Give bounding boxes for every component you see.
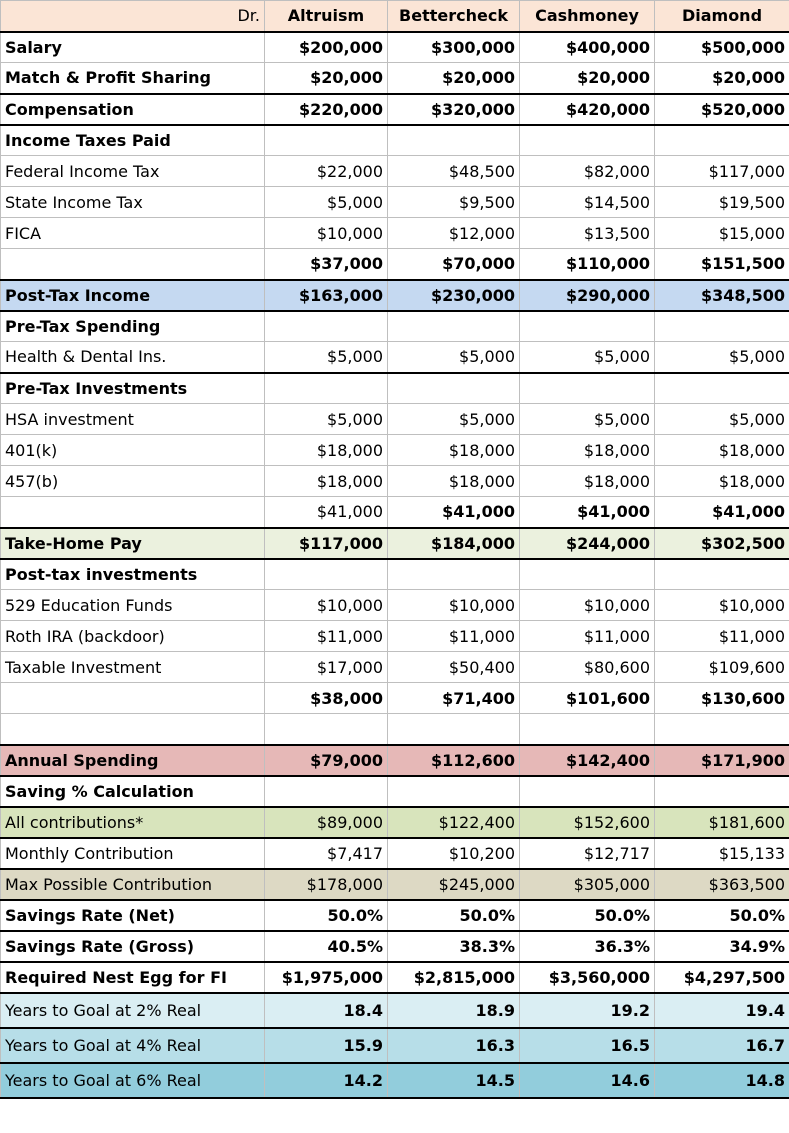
cell[interactable]: $11,000 <box>655 621 789 652</box>
row-label[interactable] <box>1 683 265 714</box>
row-pretax-spending-heading <box>1 311 789 342</box>
row-label[interactable]: Taxable Investment <box>1 652 265 683</box>
cell[interactable]: $79,000 <box>265 745 388 776</box>
cell[interactable]: $5,000 <box>265 342 388 373</box>
header-cashmoney[interactable]: Cashmoney <box>520 1 655 32</box>
cell[interactable] <box>265 559 388 590</box>
cell[interactable]: 14.2 <box>265 1063 388 1098</box>
cell[interactable] <box>655 559 789 590</box>
cell[interactable]: $18,000 <box>520 466 655 497</box>
cell[interactable] <box>520 125 655 156</box>
cell[interactable]: $348,500 <box>655 280 789 311</box>
cell[interactable]: $18,000 <box>520 435 655 466</box>
cell[interactable]: $305,000 <box>520 869 655 900</box>
cell[interactable]: $14,500 <box>520 187 655 218</box>
cell[interactable]: $18,000 <box>655 435 789 466</box>
cell[interactable] <box>388 373 520 404</box>
row-years-2pct <box>1 993 789 1028</box>
row-post-tax-income <box>1 280 789 311</box>
cell[interactable]: $20,000 <box>655 63 789 94</box>
cell[interactable]: $2,815,000 <box>388 962 520 993</box>
cell[interactable]: $184,000 <box>388 528 520 559</box>
cell[interactable]: $178,000 <box>265 869 388 900</box>
cell[interactable]: $320,000 <box>388 94 520 125</box>
row-label[interactable]: Savings Rate (Gross) <box>1 931 265 962</box>
cell[interactable] <box>520 311 655 342</box>
row-take-home <box>1 528 789 559</box>
cell[interactable]: $11,000 <box>388 621 520 652</box>
cell[interactable]: $13,500 <box>520 218 655 249</box>
cell[interactable]: $400,000 <box>520 32 655 63</box>
row-posttax-total <box>1 683 789 714</box>
row-label[interactable]: Monthly Contribution <box>1 838 265 869</box>
cell[interactable]: $163,000 <box>265 280 388 311</box>
cell[interactable]: 50.0% <box>520 900 655 931</box>
cell[interactable]: $15,133 <box>655 838 789 869</box>
header-diamond[interactable]: Diamond <box>655 1 789 32</box>
cell[interactable] <box>520 559 655 590</box>
row-label[interactable]: Max Possible Contribution <box>1 869 265 900</box>
cell[interactable]: $122,400 <box>388 807 520 838</box>
row-label[interactable]: All contributions* <box>1 807 265 838</box>
cell[interactable]: $151,500 <box>655 249 789 280</box>
row-label[interactable]: Years to Goal at 6% Real <box>1 1063 265 1098</box>
cell[interactable]: $101,600 <box>520 683 655 714</box>
row-salary <box>1 32 789 63</box>
row-monthly <box>1 838 789 869</box>
cell[interactable] <box>655 776 789 807</box>
cell[interactable]: $5,000 <box>265 404 388 435</box>
cell[interactable] <box>655 125 789 156</box>
cell[interactable]: $89,000 <box>265 807 388 838</box>
cell[interactable]: $12,000 <box>388 218 520 249</box>
row-income-taxes-heading <box>1 125 789 156</box>
cell[interactable]: 18.9 <box>388 993 520 1028</box>
row-tax-total <box>1 249 789 280</box>
row-hsa <box>1 404 789 435</box>
cell[interactable]: 15.9 <box>265 1028 388 1063</box>
cell[interactable] <box>520 373 655 404</box>
cell[interactable]: 40.5% <box>265 931 388 962</box>
row-label[interactable]: Years to Goal at 4% Real <box>1 1028 265 1063</box>
cell[interactable]: $17,000 <box>265 652 388 683</box>
row-savings-rate-net <box>1 900 789 931</box>
cell[interactable]: $112,600 <box>388 745 520 776</box>
cell[interactable] <box>265 125 388 156</box>
cell[interactable]: $41,000 <box>388 497 520 528</box>
row-pretax-total <box>1 497 789 528</box>
cell[interactable]: 14.5 <box>388 1063 520 1098</box>
cell[interactable]: $171,900 <box>655 745 789 776</box>
cell[interactable]: $11,000 <box>265 621 388 652</box>
cell[interactable] <box>265 373 388 404</box>
cell[interactable]: 19.2 <box>520 993 655 1028</box>
cell[interactable]: $520,000 <box>655 94 789 125</box>
cell[interactable]: 50.0% <box>388 900 520 931</box>
row-label[interactable]: Annual Spending <box>1 745 265 776</box>
cell[interactable] <box>265 311 388 342</box>
cell[interactable]: $41,000 <box>520 497 655 528</box>
cell[interactable]: $41,000 <box>265 497 388 528</box>
cell[interactable]: $5,000 <box>265 187 388 218</box>
row-label[interactable]: HSA investment <box>1 404 265 435</box>
cell[interactable]: $20,000 <box>520 63 655 94</box>
row-label[interactable] <box>1 497 265 528</box>
cell[interactable]: $302,500 <box>655 528 789 559</box>
cell[interactable] <box>265 776 388 807</box>
cell[interactable]: $1,975,000 <box>265 962 388 993</box>
cell[interactable]: 14.6 <box>520 1063 655 1098</box>
cell[interactable]: $5,000 <box>520 404 655 435</box>
cell[interactable]: $18,000 <box>655 466 789 497</box>
cell[interactable]: $18,000 <box>388 435 520 466</box>
cell[interactable]: $10,000 <box>520 590 655 621</box>
row-saving-calc-heading <box>1 776 789 807</box>
row-all-contributions <box>1 807 789 838</box>
cell[interactable]: $5,000 <box>388 404 520 435</box>
row-label[interactable]: Salary <box>1 32 265 63</box>
cell[interactable]: $37,000 <box>265 249 388 280</box>
cell[interactable]: $38,000 <box>265 683 388 714</box>
row-match <box>1 63 789 94</box>
cell[interactable]: $10,200 <box>388 838 520 869</box>
row-401k <box>1 435 789 466</box>
row-label[interactable]: Federal Income Tax <box>1 156 265 187</box>
header-corner[interactable]: Dr. <box>1 1 265 32</box>
cell[interactable] <box>388 559 520 590</box>
row-label[interactable] <box>1 249 265 280</box>
cell[interactable]: $10,000 <box>265 218 388 249</box>
cell[interactable]: $50,400 <box>388 652 520 683</box>
row-savings-rate-gross <box>1 931 789 962</box>
cell[interactable] <box>388 776 520 807</box>
cell[interactable]: $152,600 <box>520 807 655 838</box>
row-roth <box>1 621 789 652</box>
cell[interactable]: $130,600 <box>655 683 789 714</box>
section-heading[interactable]: Saving % Calculation <box>1 776 265 807</box>
cell[interactable]: $245,000 <box>388 869 520 900</box>
row-label[interactable]: Compensation <box>1 94 265 125</box>
cell[interactable]: 16.7 <box>655 1028 789 1063</box>
section-heading[interactable]: Pre-Tax Investments <box>1 373 265 404</box>
cell[interactable]: $71,400 <box>388 683 520 714</box>
row-label[interactable]: FICA <box>1 218 265 249</box>
cell[interactable]: $41,000 <box>655 497 789 528</box>
cell[interactable]: $5,000 <box>655 404 789 435</box>
cell[interactable]: $9,500 <box>388 187 520 218</box>
cell[interactable]: 50.0% <box>655 900 789 931</box>
cell[interactable]: 14.8 <box>655 1063 789 1098</box>
empty-cell[interactable] <box>520 714 655 745</box>
cell[interactable] <box>520 776 655 807</box>
cell[interactable]: $10,000 <box>265 590 388 621</box>
cell[interactable]: $290,000 <box>520 280 655 311</box>
empty-cell[interactable] <box>265 714 388 745</box>
empty-cell[interactable] <box>1 714 265 745</box>
row-nest-egg <box>1 962 789 993</box>
row-pretax-investments-heading <box>1 373 789 404</box>
header-row <box>1 1 789 32</box>
row-label[interactable]: Match & Profit Sharing <box>1 63 265 94</box>
cell[interactable]: $5,000 <box>655 342 789 373</box>
cell[interactable]: $82,000 <box>520 156 655 187</box>
cell[interactable]: 34.9% <box>655 931 789 962</box>
row-compensation <box>1 94 789 125</box>
cell[interactable]: $4,297,500 <box>655 962 789 993</box>
row-label[interactable]: Required Nest Egg for FI <box>1 962 265 993</box>
row-label[interactable]: 457(b) <box>1 466 265 497</box>
cell[interactable]: $48,500 <box>388 156 520 187</box>
cell[interactable] <box>655 311 789 342</box>
cell[interactable]: $300,000 <box>388 32 520 63</box>
row-posttax-investments-heading <box>1 559 789 590</box>
cell[interactable]: $363,500 <box>655 869 789 900</box>
cell[interactable]: 50.0% <box>265 900 388 931</box>
cell[interactable]: 36.3% <box>520 931 655 962</box>
cell[interactable]: $22,000 <box>265 156 388 187</box>
row-label[interactable]: Take-Home Pay <box>1 528 265 559</box>
cell[interactable]: 16.3 <box>388 1028 520 1063</box>
cell[interactable]: $5,000 <box>520 342 655 373</box>
row-label[interactable]: 529 Education Funds <box>1 590 265 621</box>
row-state <box>1 187 789 218</box>
cell[interactable]: $220,000 <box>265 94 388 125</box>
cell[interactable]: $15,000 <box>655 218 789 249</box>
cell[interactable]: $10,000 <box>388 590 520 621</box>
section-heading[interactable]: Income Taxes Paid <box>1 125 265 156</box>
cell[interactable]: $230,000 <box>388 280 520 311</box>
cell[interactable]: $5,000 <box>388 342 520 373</box>
cell[interactable]: $117,000 <box>265 528 388 559</box>
cell[interactable]: $80,600 <box>520 652 655 683</box>
cell[interactable]: $11,000 <box>520 621 655 652</box>
row-max-possible <box>1 869 789 900</box>
empty-cell[interactable] <box>388 714 520 745</box>
cell[interactable]: $18,000 <box>265 466 388 497</box>
row-label[interactable]: Savings Rate (Net) <box>1 900 265 931</box>
cell[interactable]: 38.3% <box>388 931 520 962</box>
row-label[interactable]: State Income Tax <box>1 187 265 218</box>
cell[interactable]: $181,600 <box>655 807 789 838</box>
cell[interactable]: $142,400 <box>520 745 655 776</box>
row-federal <box>1 156 789 187</box>
cell[interactable]: 19.4 <box>655 993 789 1028</box>
row-fica <box>1 218 789 249</box>
cell[interactable]: 18.4 <box>265 993 388 1028</box>
cell[interactable]: $20,000 <box>388 63 520 94</box>
cell[interactable] <box>388 125 520 156</box>
cell[interactable]: $109,600 <box>655 652 789 683</box>
row-529 <box>1 590 789 621</box>
cell[interactable]: 16.5 <box>520 1028 655 1063</box>
cell[interactable]: $3,560,000 <box>520 962 655 993</box>
cell[interactable]: $7,417 <box>265 838 388 869</box>
cell[interactable]: $117,000 <box>655 156 789 187</box>
cell[interactable]: $200,000 <box>265 32 388 63</box>
row-taxable <box>1 652 789 683</box>
empty-cell[interactable] <box>655 714 789 745</box>
row-label[interactable]: 401(k) <box>1 435 265 466</box>
cell[interactable]: $18,000 <box>265 435 388 466</box>
cell[interactable]: $12,717 <box>520 838 655 869</box>
cell[interactable] <box>655 373 789 404</box>
cell[interactable]: $244,000 <box>520 528 655 559</box>
header-bettercheck[interactable]: Bettercheck <box>388 1 520 32</box>
cell[interactable]: $110,000 <box>520 249 655 280</box>
row-label[interactable]: Health & Dental Ins. <box>1 342 265 373</box>
cell[interactable]: $70,000 <box>388 249 520 280</box>
row-label[interactable]: Years to Goal at 2% Real <box>1 993 265 1028</box>
row-annual-spending <box>1 745 789 776</box>
cell[interactable]: $18,000 <box>388 466 520 497</box>
cell[interactable]: $20,000 <box>265 63 388 94</box>
section-heading[interactable]: Post-tax investments <box>1 559 265 590</box>
header-altruism[interactable]: Altruism <box>265 1 388 32</box>
cell[interactable]: $19,500 <box>655 187 789 218</box>
cell[interactable]: $420,000 <box>520 94 655 125</box>
cell[interactable] <box>388 311 520 342</box>
cell[interactable]: $10,000 <box>655 590 789 621</box>
row-blank <box>1 714 789 745</box>
row-457b <box>1 466 789 497</box>
row-years-4pct <box>1 1028 789 1063</box>
row-years-6pct <box>1 1063 789 1098</box>
row-health <box>1 342 789 373</box>
row-label[interactable]: Post-Tax Income <box>1 280 265 311</box>
section-heading[interactable]: Pre-Tax Spending <box>1 311 265 342</box>
row-label[interactable]: Roth IRA (backdoor) <box>1 621 265 652</box>
cell[interactable]: $500,000 <box>655 32 789 63</box>
